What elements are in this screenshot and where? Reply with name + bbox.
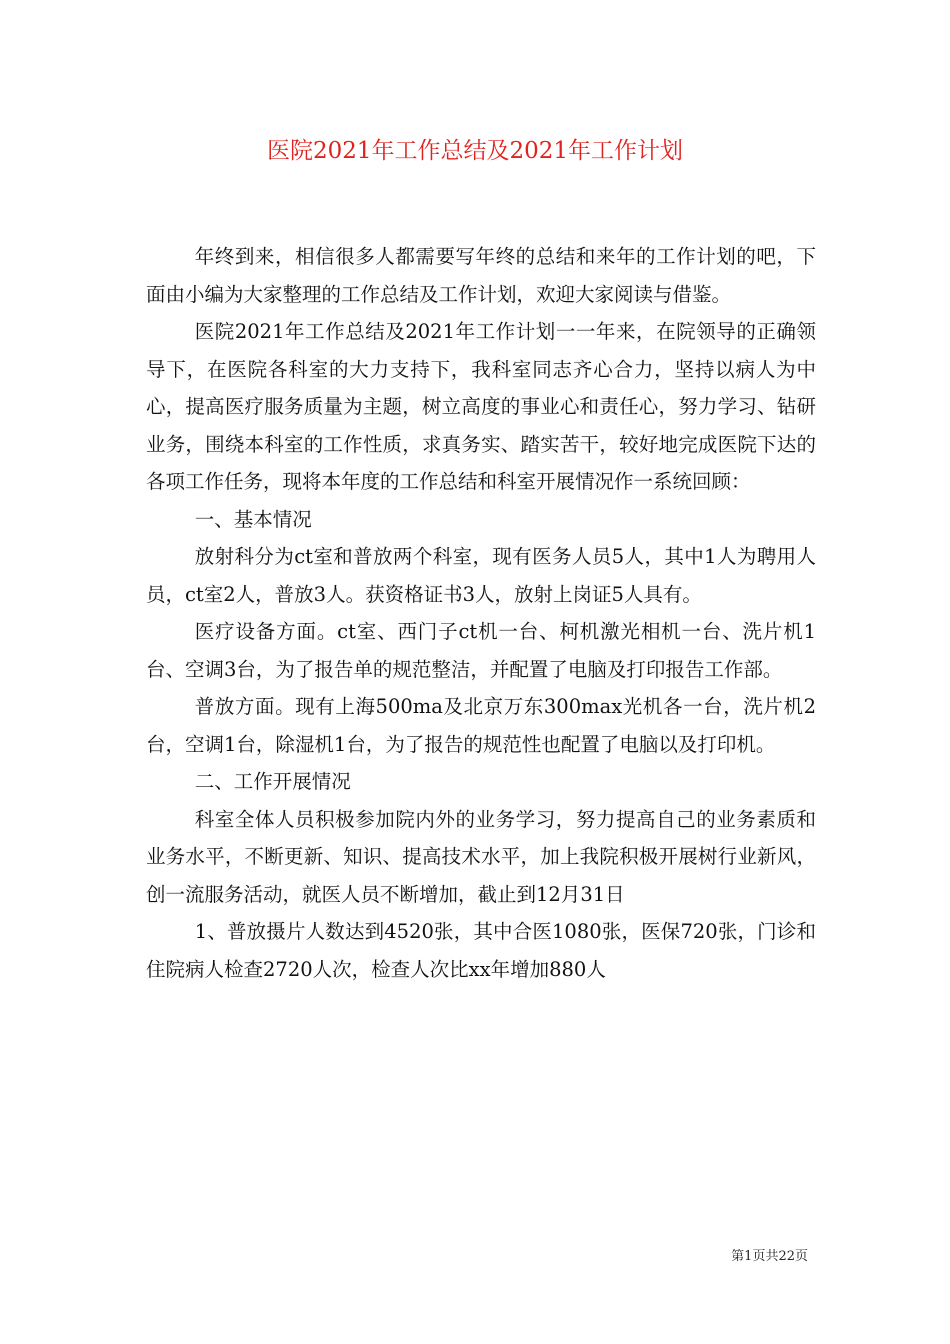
paragraph-equipment-ct: 医疗设备方面。ct室、西门子ct机一台、柯机激光相机一台、洗片机1台、空调3台，为了报告单的规范整洁，并配置了电脑及打印报告工作部。 [146,620,816,681]
document-title: 医院2021年工作总结及2021年工作计划 [266,138,684,164]
paragraph-intro: 年终到来，相信很多人都需要写年终的总结和来年的工作计划的吧，下面由小编为大家整理的工作总结及工作计划，欢迎大家阅读与借鉴。 [146,245,816,306]
page-number: 第1页共22页 [731,1249,808,1264]
paragraph-statistics: 1、普放摄片人数达到4520张，其中合医1080张，医保720张，门诊和住院病人检查2720人次，检查人次比xx年增加880人 [146,920,816,981]
paragraph-staff: 放射科分为ct室和普放两个科室，现有医务人员5人，其中1人为聘用人员，ct室2人，普放3人。获资格证书3人，放射上岗证5人具有。 [146,545,816,606]
paragraph-overview: 医院2021年工作总结及2021年工作计划一一年来，在院领导的正确领导下，在医院各科室的大力支持下，我科室同志齐心合力，坚持以病人为中心，提高医疗服务质量为主题，树立高度的事业心和责任心，努力学习、钻研业务，围绕本科室的工作性质，求真务实、踏实苦干，较好地完成医院下达的各项工作任务，现将本年度的工作总结和科室开展情况作一系统回顾： [146,320,816,493]
paragraph-training: 科室全体人员积极参加院内外的业务学习，努力提高自己的业务素质和业务水平，不断更新、知识、提高技术水平，加上我院积极开展树行业新风，创一流服务活动，就医人员不断增加，截止到12月31日 [146,807,816,906]
paragraph-equipment-general: 普放方面。现有上海500ma及北京万东300max光机各一台，洗片机2台，空调1台，除湿机1台，为了报告的规范性也配置了电脑以及打印机。 [146,695,816,756]
document-body [146,238,816,988]
section-heading-work-progress: 二、工作开展情况 [194,770,351,793]
section-heading-basic-situation: 一、基本情况 [194,507,312,531]
